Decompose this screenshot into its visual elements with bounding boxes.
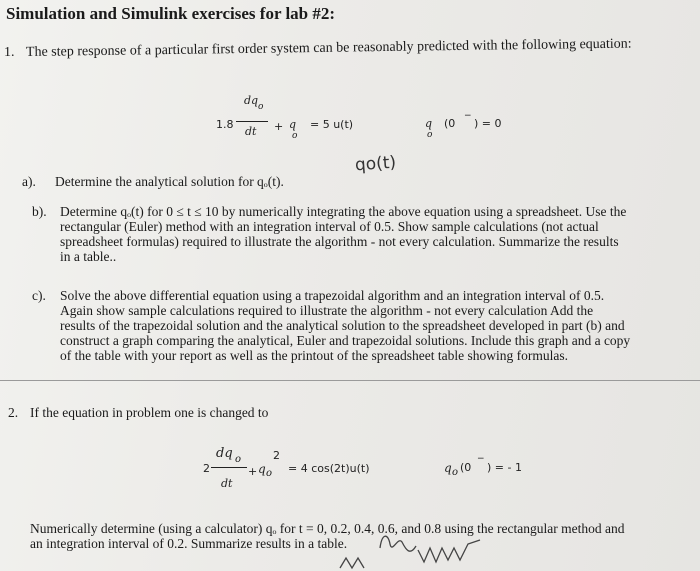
eq2-denominator: dt	[221, 477, 233, 490]
eq2-numerator-subscript: o	[235, 454, 242, 465]
part-b-line: in a table..	[60, 249, 117, 264]
eq2-coefficient: 2	[203, 462, 210, 475]
eq2-ic-q: q	[444, 461, 452, 475]
question-2-line: Numerically determine (using a calculator) qₒ for t = 0, 0.2, 0.4, 0.6, and 0.8 using the rectangular method and	[30, 521, 625, 536]
part-c-text	[60, 288, 630, 363]
part-b-line: rectangular (Euler) method with an integration interval of 0.5. Show sample calculations (not actual	[60, 219, 599, 234]
eq2-ic-arg: (0	[460, 461, 472, 474]
eq1-numerator-subscript: o	[258, 102, 264, 112]
eq1-ic-rhs: ) = 0	[474, 117, 502, 130]
eq1-denominator: dt	[245, 125, 257, 138]
eq1-q-subscript: o	[292, 131, 298, 141]
part-c-label: c).	[32, 288, 46, 303]
eq1-coefficient: 1.8	[216, 118, 234, 131]
eq1-numerator: dq	[244, 94, 259, 107]
eq2-numerator: dq	[216, 446, 233, 461]
eq1-fraction-bar	[236, 121, 268, 122]
section-divider	[0, 380, 700, 381]
eq1-ic-q: q	[425, 117, 433, 130]
eq2-rhs: = 4 cos(2t)u(t)	[288, 462, 370, 475]
handwritten-scribble	[320, 528, 500, 570]
part-a-label: a).	[22, 174, 36, 189]
part-c-line: Again show sample calculations required to illustrate the algorithm - not every calculation Add the	[60, 303, 594, 318]
question-1-number: 1.	[4, 45, 15, 60]
question-1-intro: The step response of a particular first order system can be reasonably predicted with the following equation:	[25, 36, 632, 60]
eq1-q: q	[289, 118, 297, 131]
question-2-intro: If the equation in problem one is changed to	[30, 405, 269, 420]
part-c-line: construct a graph comparing the analytical, Euler and trapezoidal solutions. Include this graph and a copy	[60, 333, 631, 348]
eq2-ic-superscript: −	[477, 454, 485, 464]
question-2-line: an integration interval of 0.2. Summarize results in a table.	[30, 536, 348, 551]
eq2-ic-subscript: o	[452, 467, 459, 478]
part-b-line: spreadsheet formulas) required to illustrate the algorithm - not every calculation. Summarize the results	[60, 234, 619, 249]
eq2-q: q	[258, 462, 266, 476]
eq2-q-subscript: o	[266, 468, 273, 479]
eq2-q-superscript: 2	[273, 449, 280, 462]
part-c-line: Solve the above differential equation using a trapezoidal algorithm and an integration interval of 0.5.	[60, 288, 605, 303]
question-2-number: 2.	[8, 405, 19, 420]
eq1-ic-subscript: o	[427, 130, 433, 140]
part-b-text	[60, 204, 626, 264]
eq2-plus: +	[248, 465, 258, 478]
eq1-ic-arg: (0	[444, 117, 456, 130]
part-c-line: results of the trapezoidal solution and the analytical solution to the spreadsheet developed in part (b) and	[60, 318, 625, 333]
handwritten-note: qo(t)	[354, 152, 397, 176]
eq1-ic-superscript: −	[464, 111, 472, 121]
eq1-plus: +	[274, 120, 284, 133]
eq1-rhs: = 5 u(t)	[310, 118, 354, 131]
part-c-line: of the table with your report as well as the printout of the spreadsheet table showing formulas.	[60, 348, 568, 363]
part-b-line: Determine qₒ(t) for 0 ≤ t ≤ 10 by numerically integrating the above equation using a spreadsheet. Use the	[60, 204, 627, 219]
eq2-ic-rhs: ) = - 1	[487, 461, 522, 474]
eq2-fraction-bar	[211, 467, 247, 468]
part-a-text: Determine the analytical solution for qₒ(t).	[55, 174, 284, 189]
page-title: Simulation and Simulink exercises for lab #2:	[6, 4, 336, 23]
part-b-label: b).	[32, 204, 47, 219]
